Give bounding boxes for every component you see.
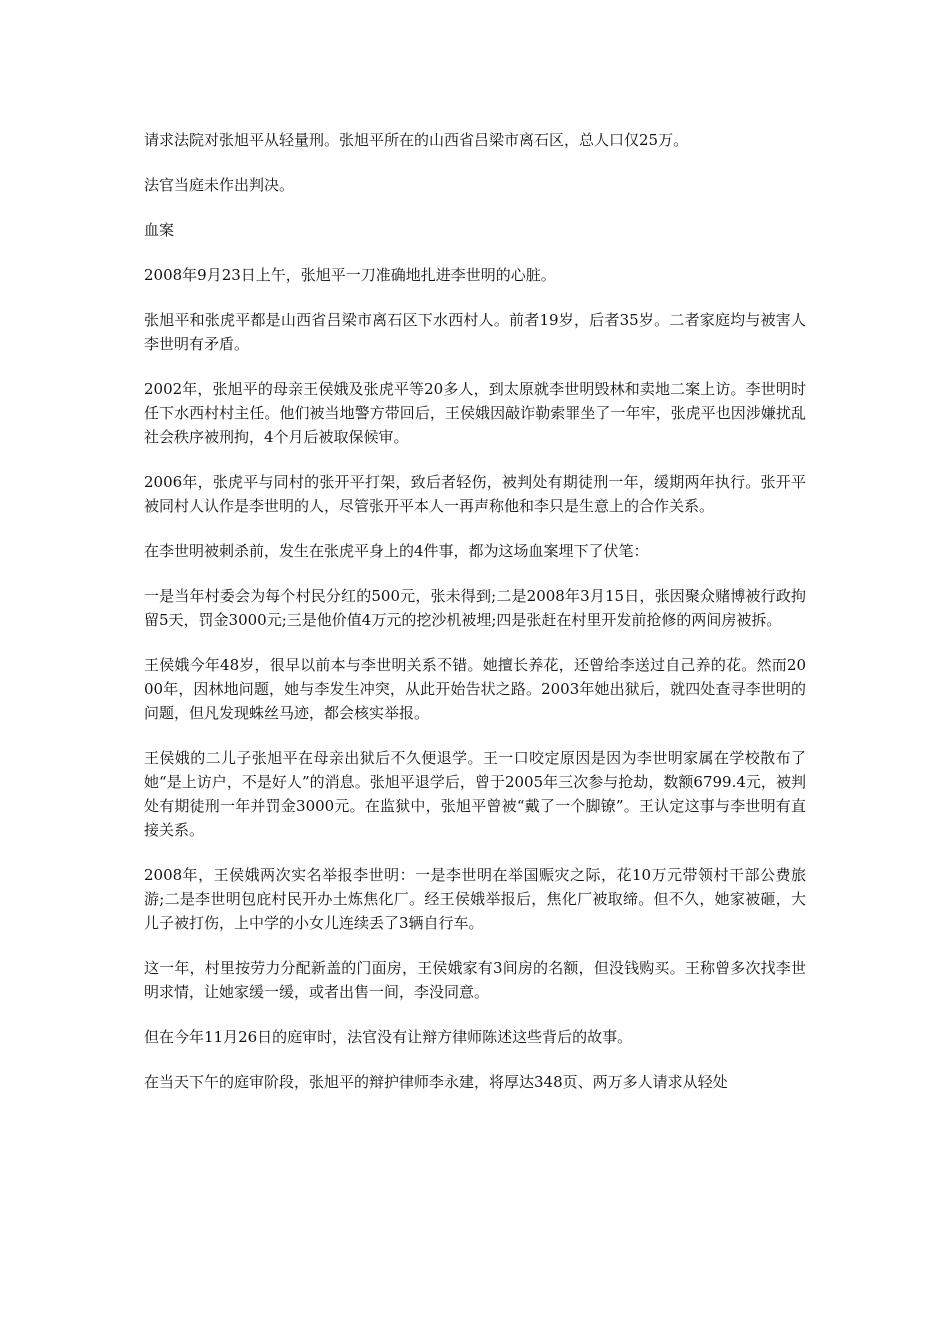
paragraph-3: 2008年9月23日上午，张旭平一刀准确地扎进李世明的心脏。: [144, 266, 556, 284]
section-heading: 血案: [144, 221, 175, 239]
paragraph-7: 在李世明被刺杀前，发生在张虎平身上的4件事，都为这场血案埋下了伏笔：: [144, 542, 649, 560]
paragraph-4: 张旭平和张虎平都是山西省吕梁市离石区下水西村人。前者19岁，后者35岁。二者家庭均与被害人李世明有矛盾。: [144, 311, 806, 353]
paragraph-10: 王侯娥的二儿子张旭平在母亲出狱后不久便退学。王一口咬定原因是因为李世明家属在学校散布了她“是上访户，不是好人”的消息。张旭平退学后，曾于2005年三次参与抢劫，数额6799.4元，被判处有期徒刑一年并罚金3000元。在监狱中，张旭平曾被“戴了一个脚镣”。王认定这事与李世明有直接关系。: [144, 749, 806, 839]
paragraph-12: 这一年，村里按劳力分配新盖的门面房，王侯娥家有3间房的名额，但没钱购买。王称曾多次找李世明求情，让她家缓一缓，或者出售一间，李没同意。: [144, 959, 806, 1001]
paragraph-2: 法官当庭未作出判决。: [144, 176, 295, 194]
document-body: [144, 128, 806, 1115]
paragraph-9: 王侯娥今年48岁，很早以前本与李世明关系不错。她擅长养花，还曾给李送过自己养的花。然而2000年，因林地问题，她与李发生冲突，从此开始告状之路。2003年她出狱后，就四处查寻李世明的问题，但凡发现蛛丝马迹，都会核实举报。: [144, 656, 806, 722]
paragraph-1: 请求法院对张旭平从轻量刑。张旭平所在的山西省吕梁市离石区，总人口仅25万。: [144, 131, 689, 149]
paragraph-8: 一是当年村委会为每个村民分红的500元，张未得到;二是2008年3月15日，张因聚众赌博被行政拘留5天，罚金3000元;三是他价值4万元的挖沙机被埋;四是张赶在村里开发前抢修的两间房被拆。: [144, 587, 806, 629]
paragraph-5: 2002年，张旭平的母亲王侯娥及张虎平等20多人，到太原就李世明毁林和卖地二案上访。李世明时任下水西村村主任。他们被当地警方带回后，王侯娥因敲诈勒索罪坐了一年牢，张虎平也因涉嫌扰乱社会秩序被刑拘，4个月后被取保候审。: [144, 380, 806, 446]
paragraph-13: 但在今年11月26日的庭审时，法官没有让辩方律师陈述这些背后的故事。: [144, 1028, 633, 1046]
paragraph-6: 2006年，张虎平与同村的张开平打架，致后者轻伤，被判处有期徒刑一年，缓期两年执行。张开平被同村人认作是李世明的人，尽管张开平本人一再声称他和李只是生意上的合作关系。: [144, 473, 806, 515]
paragraph-11: 2008年，王侯娥两次实名举报李世明：一是李世明在举国赈灾之际，花10万元带领村干部公费旅游;二是李世明包庇村民开办土炼焦化厂。经王侯娥举报后，焦化厂被取缔。但不久，她家被砸，大儿子被打伤，上中学的小女儿连续丢了3辆自行车。: [144, 866, 806, 932]
paragraph-14: 在当天下午的庭审阶段，张旭平的辩护律师李永建，将厚达348页、两万多人请求从轻处: [144, 1073, 728, 1091]
